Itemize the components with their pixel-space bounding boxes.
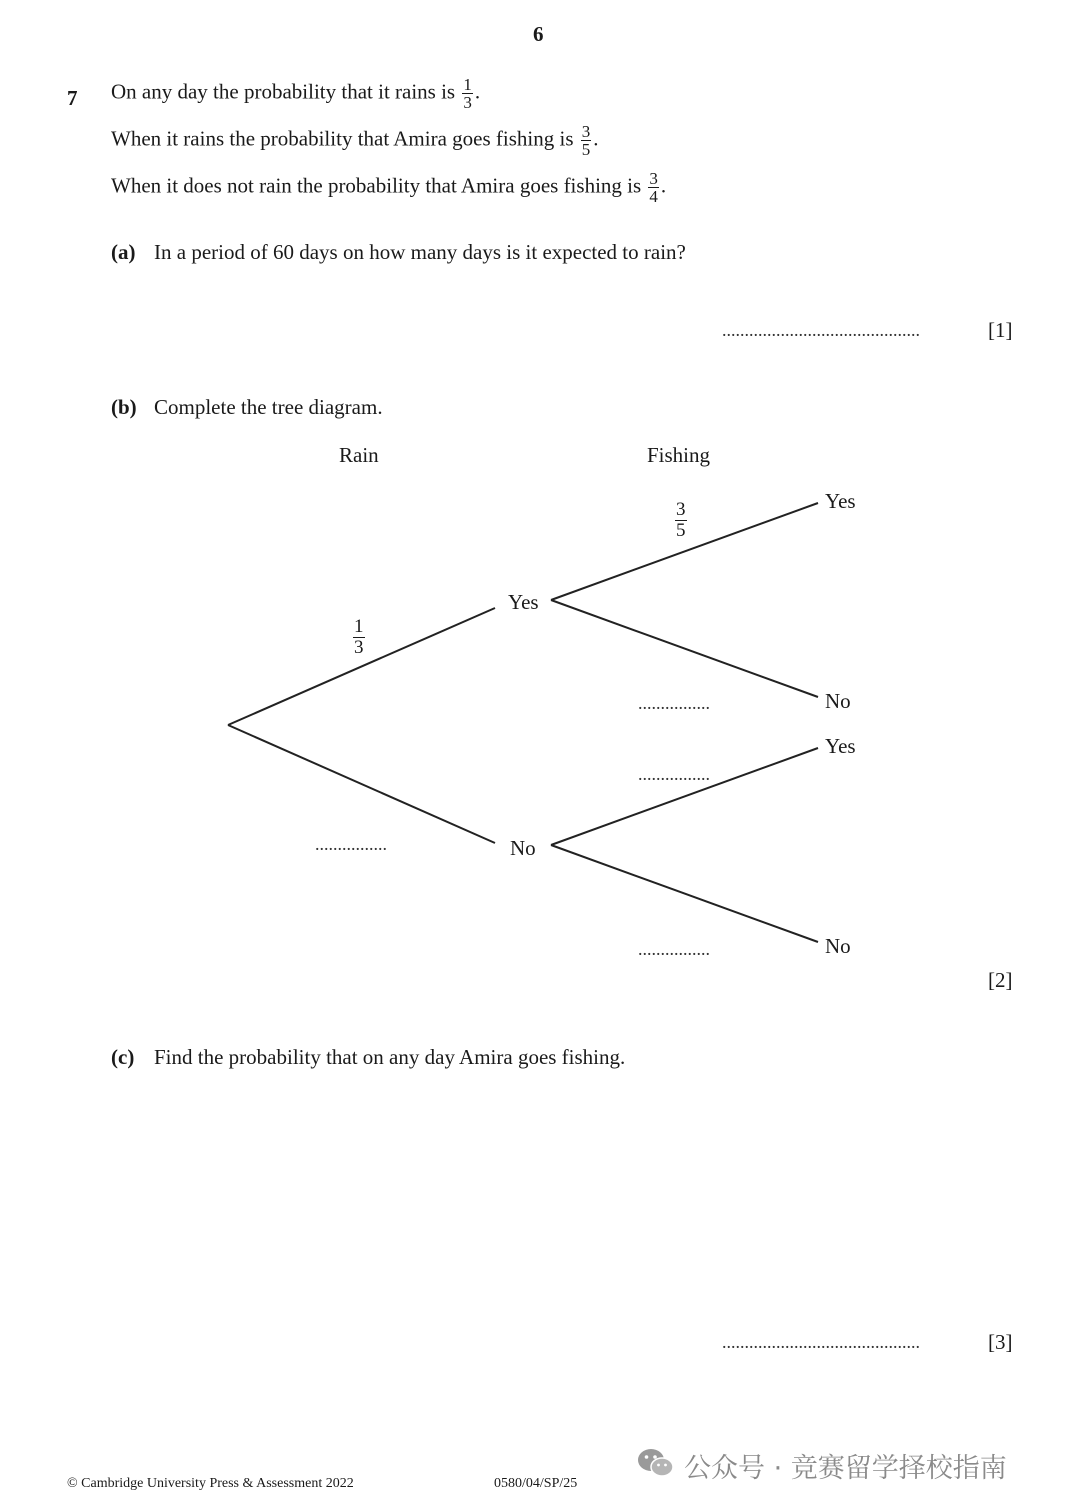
footer-code: 0580/04/SP/25 — [494, 1476, 578, 1491]
part-b-marks: [2] — [988, 968, 1013, 992]
fishing-no-rain-fraction: $\frac{3}{4}$ — [649, 169, 658, 206]
rain-no-probability-blank[interactable]: ................ — [315, 834, 387, 854]
node-fish-no-bottom: No — [825, 934, 851, 958]
intro-line-3-text: When it does not rain the probability that Amira goes fishing is — [111, 173, 642, 198]
tree-header-fishing: Fishing — [647, 443, 711, 467]
intro-line-1-text: On any day the probability that it rains is — [111, 79, 456, 104]
part-c-answer-line[interactable]: ............................................ — [722, 1332, 920, 1352]
rain-probability-fraction: $\frac{1}{3}$ — [463, 75, 472, 112]
fishing-rain-fraction: $\frac{3}{5}$ — [581, 122, 591, 159]
node-rain-yes: Yes — [508, 590, 539, 614]
part-a-label: (a) — [111, 240, 136, 264]
node-fish-no-top: No — [825, 689, 851, 713]
node-rain-no: No — [510, 836, 536, 860]
part-a-question: In a period of 60 days on how many days is it expected to rain? — [154, 240, 686, 264]
fish-no-top-probability-blank[interactable]: ................ — [638, 693, 710, 713]
footer-copyright: © Cambridge University Press & Assessment 2022 — [67, 1476, 354, 1491]
intro-line-2-text: When it rains the probability that Amira goes fishing is — [111, 126, 574, 151]
fish-yes-bottom-probability-blank[interactable]: ................ — [638, 764, 710, 784]
fish-yes-top-probability: $\frac{3}{5}$ — [676, 499, 686, 541]
watermark-text: 公众号 · 竞赛留学择校指南 — [684, 1453, 1007, 1484]
page-number: 6 — [533, 22, 544, 46]
part-a-marks: [1] — [988, 318, 1013, 342]
intro-line-2: When it rains the probability that Amira goes fishing is $\frac{3}{5}$ . — [111, 122, 599, 159]
fish-no-bottom-probability-blank[interactable]: ................ — [638, 939, 710, 959]
intro-line-1: On any day the probability that it rains is $\frac{1}{3}$ . — [111, 75, 481, 112]
part-a-answer-line[interactable]: ............................................ — [722, 320, 920, 340]
question-number: 7 — [67, 86, 78, 110]
part-b-question: Complete the tree diagram. — [154, 395, 383, 419]
node-fish-yes-bottom: Yes — [825, 734, 856, 758]
branch-no-fish-yes — [551, 748, 818, 845]
branch-yes-fish-no — [551, 600, 818, 697]
part-c-label: (c) — [111, 1045, 135, 1069]
wechat-icon — [636, 1446, 676, 1480]
branch-rain-no — [228, 725, 495, 843]
part-b-label: (b) — [111, 395, 137, 419]
intro-line-3: When it does not rain the probability that Amira goes fishing is $\frac{3}{4}$ . — [111, 169, 667, 206]
part-c-marks: [3] — [988, 1330, 1013, 1354]
part-c-question: Find the probability that on any day Amira goes fishing. — [154, 1045, 626, 1069]
tree-header-rain: Rain — [339, 443, 379, 467]
branch-no-fish-no — [551, 845, 818, 942]
node-fish-yes-top: Yes — [825, 489, 856, 513]
rain-yes-probability: $\frac{1}{3}$ — [354, 616, 364, 658]
